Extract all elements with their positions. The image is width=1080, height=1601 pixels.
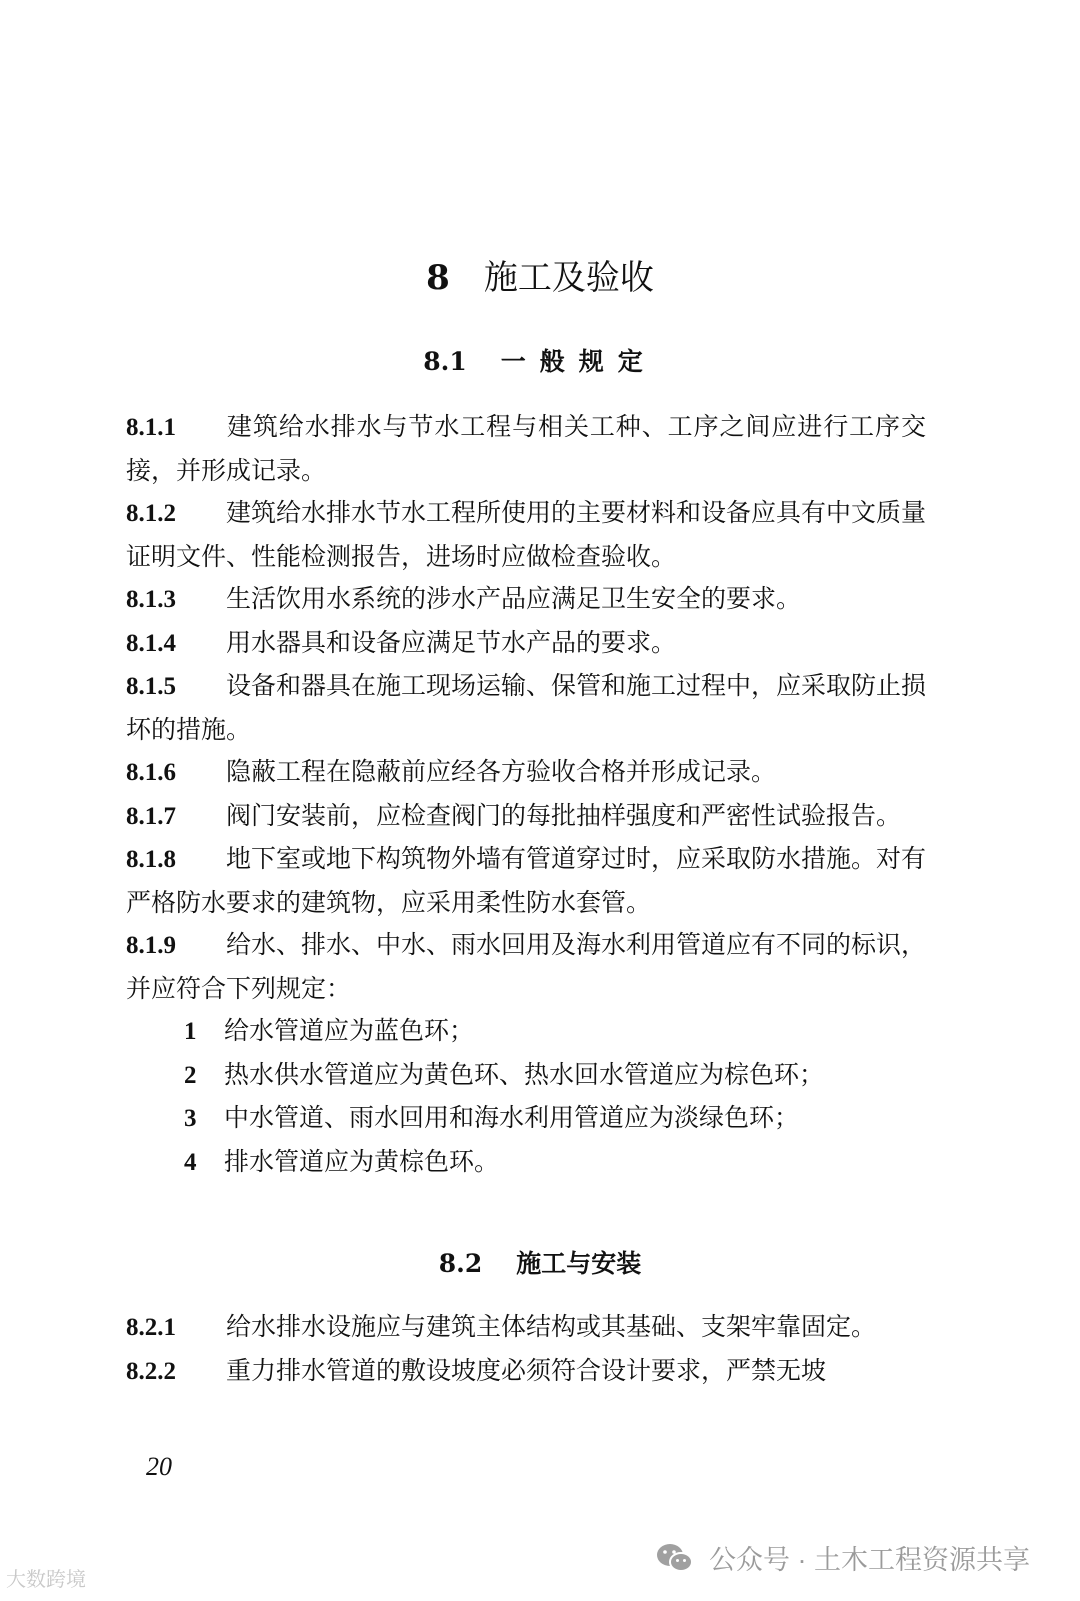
clause-8-1-4: [126, 622, 926, 666]
list-item: [184, 1010, 926, 1054]
list-item: [184, 1054, 926, 1098]
clause-number: 8.2.2: [126, 1357, 176, 1385]
clause-text: 地下室或地下构筑物外墙有管道穿过时，应采取防水措施。对有严格防水要求的建筑物，应采用柔性防水套管。: [126, 844, 927, 917]
section-number: 8.1: [423, 347, 467, 376]
item-number: 1: [184, 1018, 197, 1045]
list-item: [184, 1097, 926, 1141]
clause-8-2-1: [126, 1306, 926, 1350]
clause-text: 给水排水设施应与建筑主体结构或其基础、支架牢靠固定。: [226, 1312, 877, 1341]
clause-8-1-9: [126, 924, 926, 1010]
clause-8-1-5: [126, 665, 926, 751]
watermark-right: [655, 1538, 1030, 1577]
section-body-8-1: [126, 406, 926, 1184]
clause-number: 8.1.2: [126, 500, 176, 527]
clause-8-1-1: [126, 406, 926, 492]
item-number: 2: [184, 1061, 197, 1089]
clause-number: 8.2.1: [126, 1314, 176, 1341]
item-text: 给水管道应为蓝色环；: [224, 1016, 475, 1045]
section-heading-8-1: [0, 346, 1080, 378]
clause-8-1-3: [126, 578, 926, 622]
clause-number: 8.1.5: [126, 673, 176, 700]
section-body-8-2: [126, 1306, 926, 1393]
clause-8-1-8: [126, 838, 926, 924]
clause-number: 8.1.3: [126, 586, 176, 613]
clause-text: 阀门安装前，应检查阀门的每批抽样强度和严密性试验报告。: [226, 800, 902, 830]
watermark-left: 大数跨境: [6, 1569, 86, 1591]
clause-text: 用水器具和设备应满足节水产品的要求。: [226, 627, 677, 657]
wechat-icon: [655, 1542, 695, 1574]
clause-text: 生活饮用水系统的涉水产品应满足卫生安全的要求。: [226, 584, 802, 613]
chapter-title: 施工及验收: [483, 258, 654, 298]
page-number: 20: [146, 1452, 172, 1481]
item-text: 排水管道应为黄棕色环。: [224, 1146, 500, 1176]
clause-text: 设备和器具在施工现场运输、保管和施工过程中，应采取防止损坏的措施。: [126, 671, 927, 744]
chapter-number: 8: [426, 258, 450, 298]
clause-8-2-2: [126, 1350, 926, 1394]
list-item: [184, 1141, 926, 1185]
section-heading-8-2: [0, 1248, 1080, 1280]
clause-8-1-6: [126, 751, 926, 795]
clause-text: 隐蔽工程在隐蔽前应经各方验收合格并形成记录。: [226, 757, 777, 786]
section-title: 施工与安装: [516, 1249, 642, 1278]
clause-number: 8.1.6: [126, 759, 176, 786]
clause-text: 建筑给水排水与节水工程与相关工种、工序之间应进行工序交接，并形成记录。: [126, 412, 926, 485]
clause-text: 给水、排水、中水、雨水回用及海水利用管道应有不同的标识，并应符合下列规定：: [126, 930, 927, 1003]
item-text: 中水管道、雨水回用和海水利用管道应为淡绿色环；: [224, 1103, 800, 1132]
clause-8-1-2: [126, 492, 926, 578]
clause-text: 建筑给水排水节水工程所使用的主要材料和设备应具有中文质量证明文件、性能检测报告，进场时应做检查验收。: [126, 498, 927, 571]
watermark-text: 公众号 · 土木工程资源共享: [709, 1545, 1030, 1575]
item-number: 3: [184, 1105, 197, 1132]
clause-8-1-7: [126, 795, 926, 839]
item-number: 4: [184, 1148, 197, 1176]
section-title: 一般规定: [500, 347, 657, 376]
clause-number: 8.1.1: [126, 414, 176, 441]
item-text: 热水供水管道应为黄色环、热水回水管道应为棕色环；: [224, 1059, 825, 1089]
clause-text: 重力排水管道的敷设坡度必须符合设计要求，严禁无坡: [226, 1355, 827, 1385]
clause-number: 8.1.7: [126, 802, 176, 830]
clause-number: 8.1.9: [126, 932, 176, 959]
clause-number: 8.1.4: [126, 629, 176, 657]
section-number: 8.2: [438, 1249, 483, 1278]
chapter-heading: [0, 258, 1080, 298]
clause-items-list: [184, 1010, 926, 1184]
clause-number: 8.1.8: [126, 846, 176, 873]
